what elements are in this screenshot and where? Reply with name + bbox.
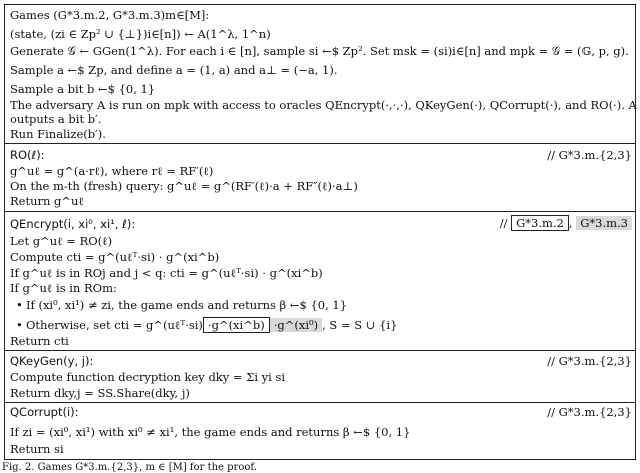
ro-line-3: Return g^uℓ: [10, 194, 84, 208]
games-line-6: outputs a bit b′.: [10, 112, 102, 126]
ro-header: RO(ℓ):: [10, 148, 45, 162]
qencrypt-line-2: Compute cti = g^(uℓᵀ·si) · g^(xi^b): [10, 250, 220, 264]
bullet-icon: •: [16, 298, 23, 312]
qencrypt-bullet-2: [26, 318, 397, 332]
qencrypt-bullet-1: If (xi⁰, xi¹) ≠ zi, the game ends and returns β ←$ {0, 1}: [26, 298, 348, 312]
qencrypt-tag-prefix: //: [499, 216, 508, 230]
qcorrupt-line-2: Return si: [10, 442, 64, 456]
qencrypt-line-1: Let g^uℓ = RO(ℓ): [10, 234, 113, 248]
qkeygen-line-1: Compute function decryption key dky = Σi yi si: [10, 370, 286, 384]
figure-caption: Fig. 2. Games G*3.m.{2,3}, m ∈ [M] for the proof.: [2, 462, 257, 473]
bullet-2-pre: Otherwise, set cti = g^(uℓᵀ·si): [26, 318, 203, 332]
divider: [4, 211, 636, 212]
qkeygen-header: QKeyGen(y, j):: [10, 354, 94, 368]
divider: [4, 350, 636, 351]
games-line-5: The adversary A is run on mpk with access to oracles QEncrypt(·,·,·), QKeyGen(·), QCorrupt(·), and RO(·). A: [10, 98, 637, 112]
qencrypt-line-4: If g^uℓ is in ROm:: [10, 281, 117, 295]
ro-line-1: g^uℓ = g^(a·rℓ), where rℓ = RF′(ℓ): [10, 164, 214, 178]
divider: [4, 402, 636, 403]
qencrypt-tag-boxed: G*3.m.2: [511, 215, 569, 231]
bullet-2-boxed: ·g^(xi^b): [203, 317, 270, 333]
qkeygen-line-2: Return dky,j = SS.Share(dky, j): [10, 386, 190, 400]
qencrypt-line-3: If g^uℓ is in ROj and j < q: cti = g^(uℓᵀ·si) · g^(xi^b): [10, 266, 323, 280]
games-line-4: Sample a bit b ←$ {0, 1}: [10, 82, 156, 96]
qencrypt-header: QEncrypt(i, xi⁰, xi¹, ℓ):: [10, 217, 136, 231]
qencrypt-tag: // G*3.m.2 , G*3.m.3: [500, 216, 632, 230]
divider: [4, 143, 636, 144]
qcorrupt-header: QCorrupt(i):: [10, 405, 79, 419]
games-line-7: Run Finalize(b′).: [10, 127, 106, 141]
qencrypt-line-5: Return cti: [10, 334, 69, 348]
ro-tag: // G*3.m.{2,3}: [547, 148, 632, 162]
ro-line-2: On the m-th (fresh) query: g^uℓ = g^(RF′(ℓ)·a + RF″(ℓ)·a⊥): [10, 179, 358, 193]
games-line-2: Generate 𝒢 ← GGen(1^λ). For each i ∈ [n], sample si ←$ Zp². Set msk = (si)i∈[n] and mpk = 𝒢 = (𝔾, p, g).: [10, 44, 629, 58]
games-line-3: Sample a ←$ Zp, and define a = (1, a) and a⊥ = (−a, 1).: [10, 63, 338, 77]
qencrypt-tag-gray: G*3.m.3: [576, 216, 632, 230]
qkeygen-tag: // G*3.m.{2,3}: [547, 354, 632, 368]
qcorrupt-line-1: If zi = (xi⁰, xi¹) with xi⁰ ≠ xi¹, the game ends and returns β ←$ {0, 1}: [10, 425, 411, 439]
bullet-2-post: , S = S ∪ {i}: [322, 318, 398, 332]
qcorrupt-tag: // G*3.m.{2,3}: [547, 405, 632, 419]
bullet-icon: •: [16, 318, 23, 332]
games-line-1: (state, (zi ∈ Zp² ∪ {⊥})i∈[n]) ← A(1^λ, 1^n): [10, 27, 271, 41]
games-header: Games (G*3.m.2, G*3.m.3)m∈[M]:: [10, 8, 210, 22]
bullet-2-gray: ·g^(xi⁰): [270, 318, 322, 332]
